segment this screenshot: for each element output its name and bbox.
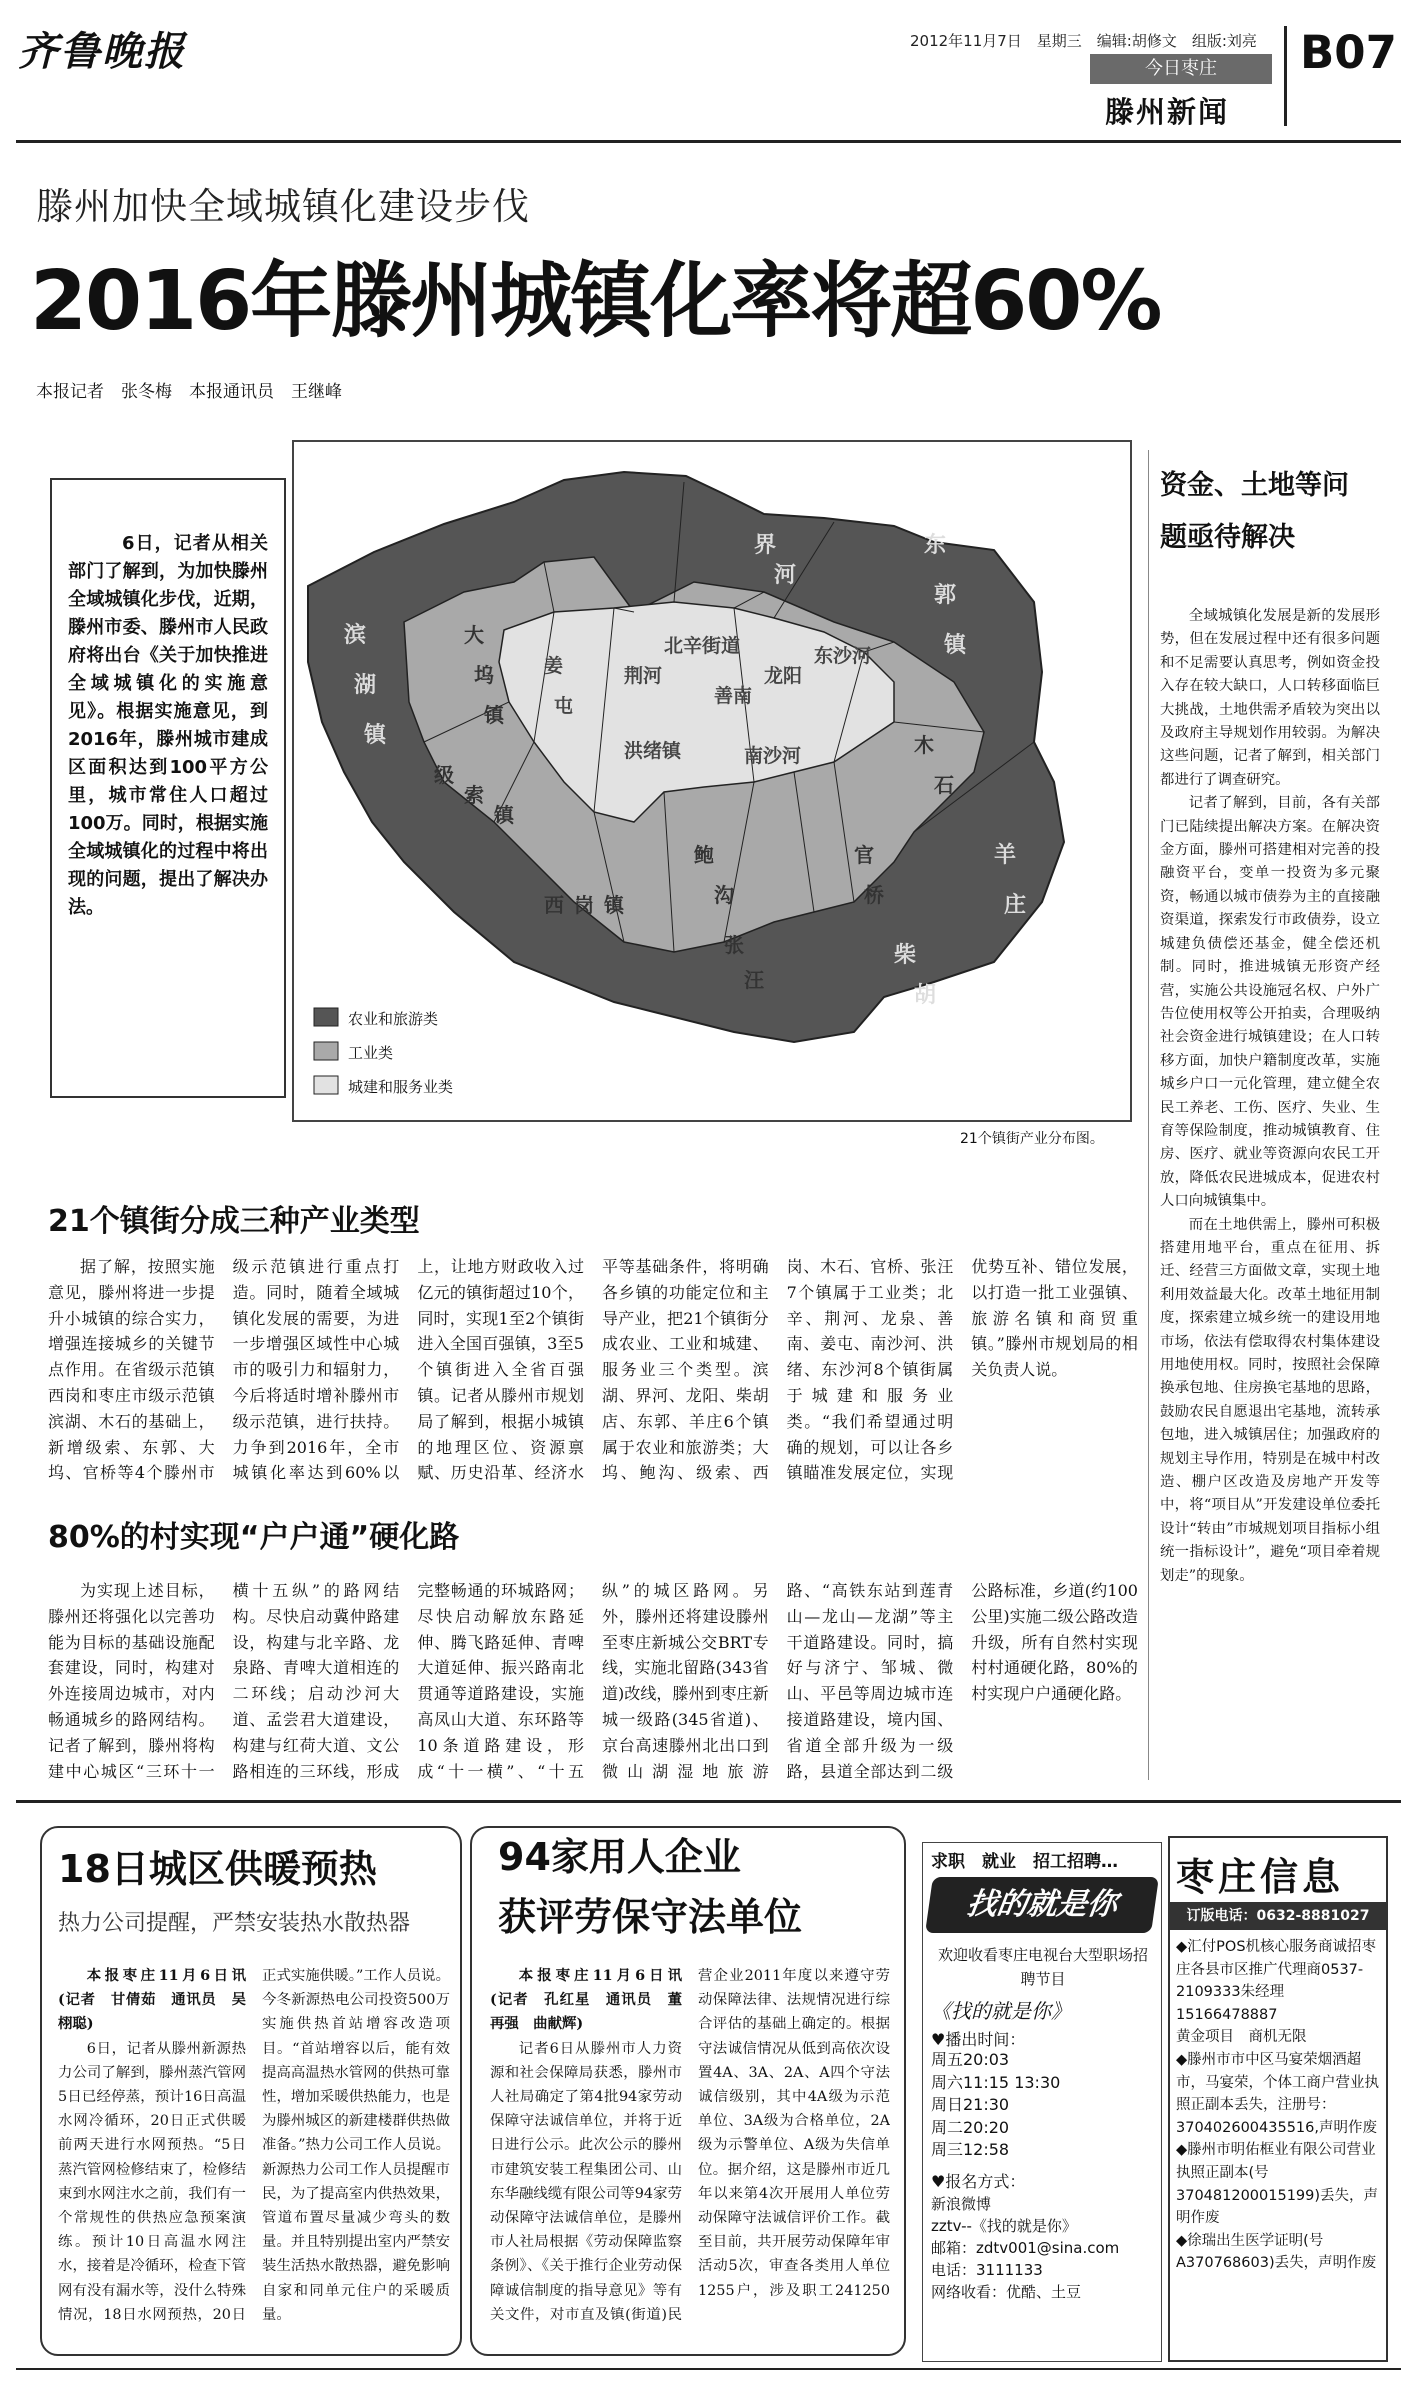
svg-text:索: 索 [464,783,484,807]
svg-text:胡: 胡 [914,983,937,1008]
byline: 本报记者 张冬梅 本报通讯员 王继峰 [36,382,342,402]
classified-item: ◆滕州市市中区马宴荣烟酒超市，马宴荣，个体工商户营业执照正副本丢失，注册号：370402600435516,声明作废 [1176,2051,1379,2136]
heating-byline: 本报枣庄11月6日讯 (记者 甘倩茹 通讯员 吴栩聪) [58,1967,261,2033]
classifieds-phone: 订版电话：0632-8881027 [1170,1902,1386,1930]
labor-body: 记者6日从滕州市人力资源和社会保障局获悉，滕州市人社局确定了第4批94家劳动保障守法诚信单位，并将于近日进行公示。此次公示的滕州市建筑安装工程集团公司、山东华融线缆有限公司等94家劳动保障守法诚信单位，是滕州市人社局根据《劳动保障监察条例》、《关于推行企业劳动保障诚信制度的指导意见》等有关文件，对市直及镇(街道)民营企业2011年度以来遵守劳动保障法律、法规情况进行综合评估的基础上确定的。根据守法诚信情况从低到高依次设置4A、3A、2A、A四个守法诚信级别，其中4A级为示范单位、3A级为合格单位，2A级为示警单位、A级为失信单位。据介绍，这是滕州市近几年以来第4次开展用人单位劳动保障守法诚信评价工作。截至目前，共开展劳动保障年审活动5次，审查各类用人单位1255户，涉及职工241250 [490,1968,890,2323]
edition-tag: 今日枣庄 [1090,54,1272,84]
schedule-item: 周三12:58 [931,2140,1010,2159]
masthead [0,0,1417,136]
classified-item: ◆汇付POS机核心服务商诚招枣庄各县市区推广代理商0537-2109333朱经理15166478887 [1176,1939,1377,2023]
legend-urban-label: 城建和服务业类 [348,1078,454,1096]
svg-text:镇: 镇 [944,633,967,658]
section-title: 滕州新闻 [1105,95,1230,129]
industry-map [292,440,1132,1122]
section2-text: 为实现上述目标，滕州还将强化以完善功能为目标的基础设施配套建设，同时，构建对外连接周边城市，对内畅通城乡的路网结构。记者了解到，滕州将构建中心城区“三环十一横十五纵”的路网结构。尽快启动冀仲路建设，构建与北辛路、龙泉路、青啤大道相连的二环线；启动沙河大道、孟尝君大道建设，构建与红荷大道、文公路相连的三环线，形成完整畅通的环城路网；尽快启动解放东路延伸、腾飞路延伸、青啤大道延伸、振兴路南北贯通等道路建设，实施高凤山大道、东环路等10条道路建设，形成“十一横”、“十五纵”的城区路网。另外，滕州还将建设滕州至枣庄新城公交BRT专线，实施北留路(343省道)改线，滕州到枣庄新城一级路(345省道)、京台高速滕州北出口到微山湖湿地旅游路、“高铁东站到莲青山—龙山—龙湖”等主干道路建设。同时，搞好与济宁、邹城、微山、平邑等周边城市连接道路建设，境内国、省道全部升级为一级路，县道全部达到二级公路标准，乡道(约100公里)实施二级公路改造升级，所有自然村实现村村通硬化路，80%的村实现户户通硬化路。 [48,1581,1138,1781]
classifieds-title: 枣庄信息 [1176,1855,1345,1899]
classifieds-list [1176,1936,1384,2275]
page-bottom-rule [16,2368,1401,2370]
svg-text:坞: 坞 [474,663,494,687]
tv-ad-weibo-account: zztv--《找的就是你》 [931,2217,1077,2235]
heating-text [58,1964,450,2344]
map-label-chaihudian: 柴 [894,943,917,968]
tv-ad-top: 求职 就业 招工招聘… [931,1852,1118,1872]
sidebar-p1: 全域城镇化发展是新的发展形势，但在发展过程中还有很多问题和不足需要认真思考，例如资金投入存在较大缺口，人口转移面临巨大挑战，土地供需矛盾较为突出以及政府主导规划作用较弱。为解决这些问题，记者了解到，相关部门都进行了调查研究。 [1160,608,1380,788]
svg-text:桥: 桥 [864,883,884,907]
classified-item-text: 徐瑞出生医学证明(号A370768603)丢失，声明作废 [1176,2232,1377,2272]
tv-ad-program: 《找的就是你》 [931,1999,1071,2023]
svg-text:汪: 汪 [744,968,764,992]
map-label-jiehe: 界 [754,533,777,558]
classified-item: ◆徐瑞出生医学证明(号A370768603)丢失，声明作废 [1176,2232,1377,2272]
legend-industry-swatch [314,1042,338,1060]
svg-text:郭: 郭 [934,583,957,608]
sidebar-heading: 资金、土地等问题亟待解决 [1160,470,1349,553]
legend-agri-label: 农业和旅游类 [348,1010,439,1028]
summary-box [50,478,286,1098]
classified-item-text: 滕州市明佑框业有限公司营业执照正副本(号370481200015199)丢失，声明作废 [1176,2142,1379,2227]
schedule-item: 周五20:03 [931,2050,1010,2069]
tv-ad-schedule [931,2049,1060,2162]
labor-text [490,1964,890,2344]
svg-text:镇: 镇 [484,703,504,727]
classified-item [1176,2026,1384,2049]
map-label-beixin: 北辛街道 [664,635,741,657]
map-label-hongxu: 洪绪镇 [624,740,682,762]
schedule-item: 周日21:30 [931,2095,1010,2114]
map-label-muhe: 木 [914,733,934,757]
section1-text: 据了解，按照实施意见，滕州将进一步提升小城镇的综合实力，增强连接城乡的关键节点作用。在省级示范镇西岗和枣庄市级示范镇滨湖、木石的基础上，新增级索、东郭、大坞、官桥等4个滕州市级示范镇进行重点打造。同时，随着全域城镇化发展的需要，为进一步增强区域性中心城市的吸引力和辐射力，今后将适时增补滕州市级示范镇，进行扶持。力争到2016年，全市城镇化率达到60%以上，让地方财政收入过亿元的镇街超过10个，同时，实现1至2个镇街进入全国百强镇，3至5个镇街进入全省百强镇。记者从滕州市规划局了解到，根据小城镇的地理区位、资源禀赋、历史沿革、经济水平等基础条件，将明确各乡镇的功能定位和主导产业，把21个镇街分成农业、工业和城建、服务业三个类型。滨湖、界河、龙阳、柴胡店、东郭、羊庄6个镇属于农业和旅游类；大坞、鲍沟、级索、西岗、木石、官桥、张汪7个镇属于工业类；北辛、荆河、龙泉、善南、姜屯、南沙河、洪绪、东沙河8个镇街属于城建和服务业类。“我们希望通过明确的规划，可以让各乡镇瞄准发展定位，实现优势互补、错位发展，以打造一批工业强镇、旅游名镇和商贸重镇。”滕州市规划局的相关负责人说。 [48,1257,1138,1483]
tv-ad-contact [931,2171,1157,2303]
heating-body: 6日，记者从滕州新源热力公司了解到，滕州蒸汽管网5日已经停蒸，预计16日高温水网冷循环，20日正式供暖前两天进行水网预热。“5日蒸汽管网检修结束了，检修结束到水网注水之前，我们有一个常规性的供热应急预案演练。预计10日高温水网注水，接着是冷循环，检查下管网有没有漏水等，没什么特殊情况，18日水网预热，20日正式实施供暖。”工作人员说。今冬新源热电公司投资500万实施供热首站增容改造项目。“首站增容以后，能有效提高高温热水管网的供热可靠性，增加采暖供热能力，也是为滕州城区的新建楼群供热做准备。”热力公司工作人员说。新源热力公司工作人员提醒市民，为了提高室内供热效果，管道布置尽量减少弯头的数量。并且特别提出室内严禁安装生活热水散热器，避免影响自家和同单元住户的采暖质量。 [58,1968,450,2323]
svg-text:岗: 岗 [574,893,594,917]
heating-subhead: 热力公司提醒，严禁安装热水散热器 [58,1911,411,1936]
sidebar-p2: 记者了解到，目前，各有关部门已陆续提出解决方案。在解决资金方面，滕州可搭建相对完善的投融资平台，变单一投资为多元聚资，畅通以城市债券为主的直接融资渠道，探索发行市政债券，设立城建负债偿还基金，健全偿还机制。同时，推进城镇无形资产经营，实施公共设施冠名权、户外广告位使用权等公开拍卖，合理吸纳社会资金进行城镇建设；在人口转移方面，加快户籍制度改革，实施城乡户口一元化管理，建立健全农民工养老、工伤、医疗、失业、生育等保险制度，推动城镇教育、住房、医疗、就业等资源向农民工开放，降低农民进城成本，促进农村人口向城镇集中。 [1160,795,1380,1210]
svg-text:庄: 庄 [1004,893,1027,918]
svg-text:河: 河 [774,563,797,588]
map-label-dawu: 大 [464,623,484,647]
map-label-xigang: 西 [544,893,564,917]
map-label-shannan: 善南 [714,685,753,707]
schedule-item: 周二20:20 [931,2117,1010,2137]
svg-text:镇: 镇 [604,893,624,917]
classifieds-ad [1168,1836,1388,2362]
map-label-jisuo: 级 [434,763,454,787]
date-line: 2012年11月7日 星期三 编辑:胡修文 组版:刘亮 [910,32,1257,50]
legend-industry-label: 工业类 [348,1044,394,1062]
svg-text:石: 石 [934,773,954,797]
summary-text: 6日，记者从相关部门了解到，为加快滕州全域城镇化步伐，近期，滕州市委、滕州市人民政府将出台《关于加快推进全域城镇化的实施意见》。根据实施意见，到2016年，滕州城市建成区面积达到100平方公里，城市常住人口超过100万。同时，根据实施全域城镇化的过程中将出现的问题，提出了解决办法。 [68,533,268,918]
map-caption: 21个镇街产业分布图。 [960,1131,1104,1147]
tv-job-ad [922,1842,1162,2362]
masthead-divider [1284,26,1287,126]
tv-ad-schedule-title: ♥播出时间： [931,2030,1026,2049]
tv-ad-intro: 欢迎收看枣庄电视台大型职场招聘节目 [937,1946,1148,1988]
tv-ad-logo [925,1877,1159,1933]
classified-item-text: 黄金项目 商机无限 [1176,2029,1307,2046]
classified-item: ◆滕州市明佑框业有限公司营业执照正副本(号370481200015199)丢失，声明作废 [1176,2142,1379,2227]
labor-byline: 本报枣庄11月6日讯 (记者 孔红星 通讯员 董再强 曲献辉) [490,1967,697,2033]
sidebar-divider [1148,450,1149,1780]
svg-text:湖: 湖 [354,673,377,698]
map-label-guanqiao: 官 [854,843,874,867]
main-headline: 2016年滕州城镇化率将超60% [30,254,1161,349]
page-code: B07 [1300,26,1397,79]
svg-text:屯: 屯 [554,695,574,717]
labor-headline-line2: 获评劳保守法单位 [498,1895,803,1939]
map-label-binhu: 滨 [344,623,367,648]
classified-item-text: 汇付POS机核心服务商诚招枣庄各县市区推广代理商0537-2109333朱经理15166478887 [1176,1939,1377,2023]
bottom-section-rule [16,1800,1401,1803]
section2-heading: 80%的村实现“户户通”硬化路 [48,1520,460,1555]
tv-ad-online: 网络收看：优酷、土豆 [931,2283,1082,2301]
map-label-nanshahe: 南沙河 [744,745,802,767]
tv-ad-signup-title: ♥报名方式： [931,2172,1026,2191]
tv-ad-phone: 电话：3111133 [931,2261,1043,2279]
tv-ad-logo-text: 找的就是你 [964,1887,1120,1922]
legend-urban-swatch [314,1076,338,1094]
tv-ad-email: 邮箱：zdtv001@sina.com [931,2239,1120,2257]
section1-heading: 21个镇街分成三种产业类型 [48,1204,420,1239]
kicker: 滕州加快全域城镇化建设步伐 [36,185,530,228]
map-label-zhangwang: 张 [724,933,744,957]
top-rule [16,140,1401,143]
classified-item-text: 滕州市市中区马宴荣烟酒超市，马宴荣，个体工商户营业执照正副本丢失，注册号：370402600435516,声明作废 [1176,2051,1379,2136]
map-label-jiangtun: 姜 [544,655,564,677]
legend-agri-swatch [314,1008,338,1026]
sidebar-p3: 而在土地供需上，滕州可积极搭建用地平台，重点在征用、拆迁、经营三方面做文章，实现土地利用效益最大化。改革土地征用制度，探索建立城乡统一的建设用地市场，依法有偿取得农村集体建设用地使用权。同时，按照社会保障换承包地、住房换宅基地的思路，鼓励农民自愿退出宅基地，流转承包地，进入城镇居住；加强政府的规划主导作用，特别是在城中村改造、棚户区改造及房地产开发等中，将“项目从”开发建设单位委托设计“转由”市城规划项目指标小组统一指标设计”，避免“项目牵着规划走”的现象。 [1160,1216,1380,1584]
map-label-longyang: 龙阳 [764,665,803,687]
heating-headline: 18日城区供暖预热 [58,1847,377,1891]
sidebar-text [1160,605,1380,1985]
svg-text:镇: 镇 [364,723,387,748]
svg-text:沟: 沟 [714,883,734,907]
labor-headline-line1: 94家用人企业 [498,1835,741,1879]
svg-text:镇: 镇 [494,803,514,827]
map-label-yangzhuang: 羊 [994,843,1017,868]
paper-logo: 齐鲁晚报 [18,28,186,75]
map-label-baogou: 鲍 [694,843,714,867]
map-label-jinghe: 荆河 [624,665,663,687]
tv-ad-weibo: 新浪微博 [931,2195,992,2213]
map-label-dongshahe: 东沙河 [814,645,872,667]
map-label-dongguo: 东 [924,533,947,558]
schedule-item: 周六11:15 13:30 [931,2072,1061,2092]
